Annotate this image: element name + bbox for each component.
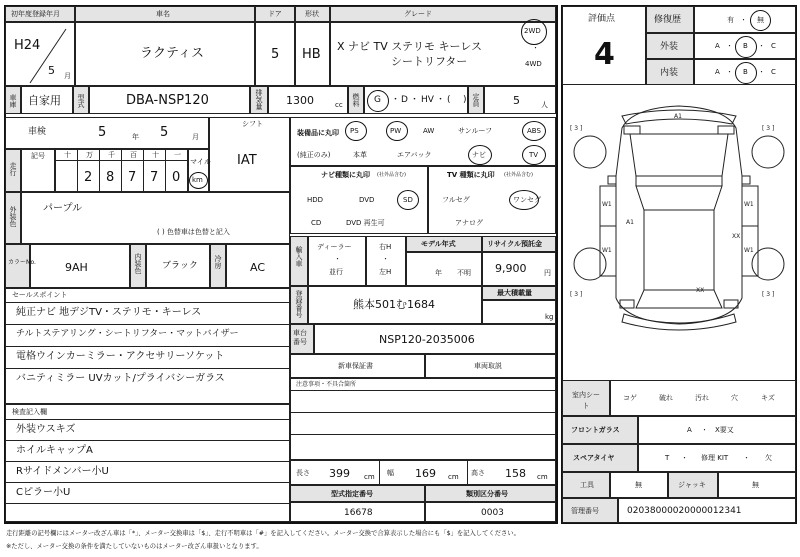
class-no-cell: 0003: [425, 502, 556, 522]
tire-rear-right: [752, 248, 784, 280]
grade-header: グレード: [330, 6, 556, 22]
reg-number-label-cell: 登録番号: [290, 286, 308, 324]
mgmt-cell: [618, 498, 796, 523]
mileage-label-cell: 走行: [5, 149, 21, 192]
spare-label-cell: スペアタイヤ: [562, 444, 638, 472]
import-steering-cell: 右H ・ 左H: [366, 236, 406, 286]
inspector-note: 外装ウスキズ: [16, 424, 76, 435]
shift-cell: シフト IAT: [209, 117, 290, 192]
ac-cell: AC: [226, 244, 290, 288]
tire-label: [ 3 ]: [570, 291, 583, 298]
import-label-cell: 輸入車: [290, 236, 308, 286]
damage-mark: W1: [602, 247, 612, 254]
notes-box: 注意事項・不具合箇所: [290, 378, 556, 460]
glass-cell: A ・ X要又: [638, 416, 796, 444]
grade-line-2: シートリフター: [391, 55, 468, 68]
tv-type-cell: TV 種類に丸印 (社外品含む) フルセグ ワンセグ アナログ: [428, 166, 556, 234]
mgmt-label-cell: 管理番号: [562, 498, 618, 523]
overall-score: 4: [594, 37, 615, 72]
mileage-unit-cell: マイル km: [188, 149, 209, 192]
inspection-cell: 車検 5 年 5 月: [5, 117, 209, 149]
damage-mark: W1: [744, 201, 754, 208]
color-code-label-cell: カラーNo.: [5, 244, 30, 288]
model-label-cell: 型式: [73, 86, 89, 114]
tire-front-right: [752, 136, 784, 168]
class-no-label-cell: 類別区分番号: [425, 485, 556, 502]
chassis-cell: [314, 324, 556, 354]
car-outline: [616, 106, 742, 324]
door-header: ドア: [255, 6, 295, 22]
chassis-number: NSP120-2035006: [379, 333, 475, 346]
management-number: 02038000020000012341: [627, 506, 742, 516]
model-year-label-cell: モデル年式: [406, 236, 482, 252]
glass-label-cell: フロントガラス: [562, 416, 638, 444]
repair-label-cell: 修復歴: [646, 6, 694, 33]
first-reg-cell: H24 5 月: [5, 22, 75, 86]
use-label-cell: 車庫: [5, 86, 21, 114]
manual-cell: 車両取説: [425, 354, 556, 378]
capacity-label-cell: 定員: [468, 86, 484, 114]
drive-2wd: 2WD: [524, 27, 541, 35]
capacity-cell: 5 人: [484, 86, 556, 114]
body-shape: HB: [302, 47, 321, 62]
jack-cell: 無: [718, 472, 796, 498]
recycle-label-cell: リサイクル預託金: [482, 236, 556, 252]
sales-point-line: 純正ナビ 地デジTV・ステリモ・キーレス: [16, 307, 202, 318]
tire-front-left: [574, 136, 606, 168]
exterior-grade-cell: A ・ B ・ C: [694, 33, 796, 59]
first-reg-month: 5: [48, 64, 55, 77]
tire-label: [ 3 ]: [570, 125, 583, 132]
ac-label-cell: 冷房: [210, 244, 226, 288]
first-reg-header: 初年度登録年月: [5, 6, 75, 22]
damage-mark: W1: [602, 201, 612, 208]
inspector-box: 検査記入欄 外装ウスキズ ホイルキャップA Rサイドメンバー小U Cピラー小U: [5, 404, 290, 522]
shift-value: IAT: [237, 153, 257, 168]
tools-cell: 無: [610, 472, 668, 498]
displacement-label-cell: 排気量: [250, 86, 268, 114]
drive-4wd: 4WD: [525, 60, 542, 68]
grade-cell: X ナビ TV ステリモ キーレス シートリフター 2WD ・ 4WD: [330, 22, 556, 86]
car-damage-diagram: [562, 86, 796, 378]
mileage-grid: 十 万 千 百 十 一 2 8 7 7 0: [55, 149, 188, 192]
max-load-label-cell: 最大積載量: [482, 286, 556, 300]
footer-note-2: ※ただし、メーター交換の条件を満たしていないものはメーター改ざん車扱いとなります。: [6, 543, 263, 550]
displacement-cell: 1300 cc: [268, 86, 348, 114]
exterior-label-cell: 外装: [646, 33, 694, 59]
equipment-cell: 装備品に丸印 (純正のみ) PS PW AW サンルーフ ABS 本革 エアバック ナビ TV: [290, 117, 556, 166]
inspector-note: ホイルキャップA: [16, 445, 93, 456]
use-cell: 自家用: [21, 86, 73, 114]
door-count: 5: [271, 47, 280, 62]
nav-type-cell: ナビ種類に丸印 (社外品含む) HDD DVD SD CD DVD 再生可: [290, 166, 428, 234]
reg-number-cell: [308, 286, 482, 324]
damage-mark: XX: [732, 233, 741, 240]
dimensions-row: 長さ 399 cm 幅 169 cm 高さ 158 cm: [290, 460, 556, 485]
tools-label-cell: 工具: [562, 472, 610, 498]
color-label-cell: 外装色: [5, 192, 21, 244]
first-reg-era: H24: [14, 38, 41, 53]
cabin-label-cell: 室内シート: [562, 380, 610, 416]
model-year-cell: 年 不明: [406, 252, 482, 286]
import-dealer-cell: ディーラー ・ 並行: [308, 236, 366, 286]
inspector-note: Rサイドメンバー小U: [16, 466, 109, 477]
damage-mark: A1: [626, 219, 634, 226]
color-code-cell: 9AH: [30, 244, 130, 288]
score-box: 評価点 4: [562, 6, 646, 85]
exterior-color: パープル: [43, 203, 83, 214]
jack-label-cell: ジャッキ: [668, 472, 718, 498]
damage-mark: W1: [744, 247, 754, 254]
sales-points-box: セールスポイント 純正ナビ 地デジTV・ステリモ・キーレス チルトステアリング・シートリフター・マットバイザー 電格ウインカーミラー・アクセサリーソケット バニティミラー UVカット/プライバシーガラス: [5, 288, 290, 404]
sales-point-line: バニティミラー UVカット/プライバシーガラス: [16, 373, 225, 384]
spare-cell: T ・ 修理 KIT ・ 欠: [638, 444, 796, 472]
car-name-cell: [75, 22, 255, 86]
cabin-cell: コゲ 破れ 汚れ 穴 キズ: [610, 380, 796, 416]
warranty-cell: 新車保証書: [290, 354, 425, 378]
color-cell: パープル ( ) 色替車は色替と記入: [21, 192, 290, 244]
interior-cell: ブラック: [146, 244, 210, 288]
damage-mark: XX: [696, 287, 705, 294]
interior-grade-label-cell: 内装: [646, 59, 694, 85]
fuel-label-cell: 燃料: [348, 86, 364, 114]
door-cell: [255, 22, 295, 86]
reg-number: 熊本501む1684: [353, 298, 435, 311]
interior-grade-cell: A ・ B ・ C: [694, 59, 796, 85]
max-load-cell: kg: [482, 300, 556, 324]
footer-note-1: 走行距離の記号欄にはメーター改ざん車は「*」、メーター交換車は「$」、走行不明車は「#」を記入してください。メーター交換で合算表示した場合にも「$」を記入してください。: [6, 530, 520, 537]
shape-header: 形状: [295, 6, 330, 22]
model-code: DBA-NSP120: [126, 93, 209, 108]
mileage-marker-cell: 記号: [21, 149, 55, 192]
damage-mark: A1: [674, 113, 682, 120]
car-name: ラクティス: [140, 46, 204, 61]
sales-point-line: チルトステアリング・シートリフター・マットバイザー: [16, 329, 239, 339]
tire-label: [ 3 ]: [762, 291, 775, 298]
tire-label: [ 3 ]: [762, 125, 775, 132]
chassis-label-cell: 車台番号: [290, 324, 314, 354]
sales-point-line: 電格ウインカーミラー・アクセサリーソケット: [16, 351, 225, 362]
type-no-label-cell: 型式指定番号: [290, 485, 425, 502]
interior-label-cell: 内装色: [130, 244, 146, 288]
model-cell: [89, 86, 250, 114]
type-no-cell: 16678: [290, 502, 425, 522]
grade-line-1: X ナビ TV ステリモ キーレス: [337, 40, 482, 53]
fuel-cell: G ・ D ・ HV ・ ( ): [364, 86, 468, 114]
repair-cell: 有 ・ 無: [694, 6, 796, 33]
shape-cell: [295, 22, 330, 86]
recycle-cell: 9,900 円: [482, 252, 556, 286]
inspector-note: Cピラー小U: [16, 487, 71, 498]
car-name-header: 車名: [75, 6, 255, 22]
